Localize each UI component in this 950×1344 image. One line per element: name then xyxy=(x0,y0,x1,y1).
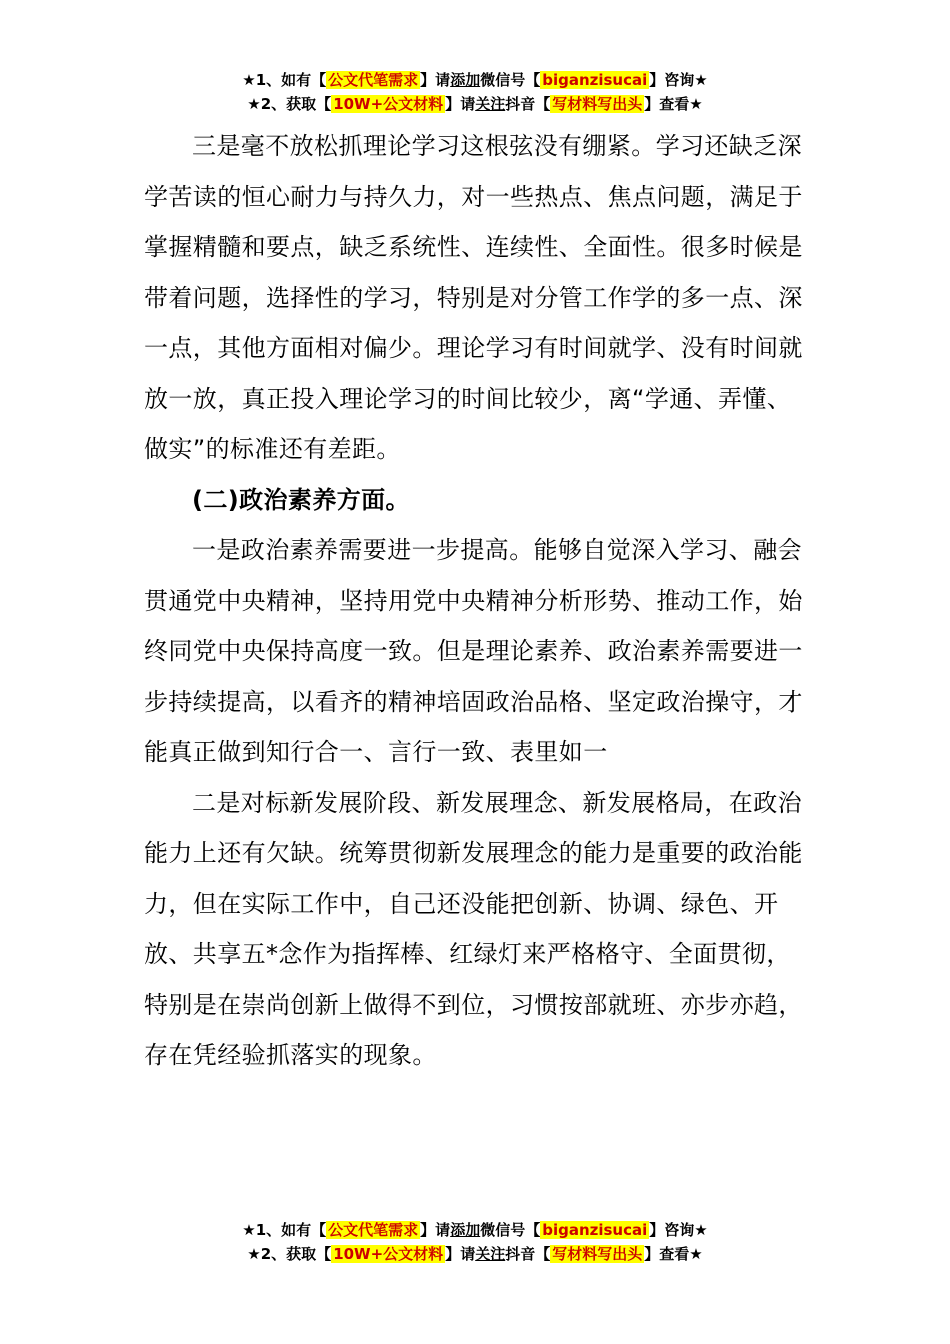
banner-underline: 添加 xyxy=(450,71,481,89)
banner-text: 抖音【 xyxy=(505,95,551,113)
banner-text: ★1、如有【 xyxy=(242,71,327,89)
banner-line-2 xyxy=(0,1242,950,1266)
document-body xyxy=(144,121,806,1081)
banner-text: 】请 xyxy=(445,95,476,113)
footer-banner xyxy=(0,1218,950,1266)
banner-highlight: 写材料写出头 xyxy=(552,95,643,113)
banner-highlight: 公文代笔需求 xyxy=(328,1221,419,1239)
banner-text: ★2、获取【 xyxy=(247,1245,332,1263)
banner-line-1 xyxy=(0,68,950,92)
section-heading: (二)政治素养方面。 xyxy=(192,485,410,514)
header-banner xyxy=(0,68,950,116)
banner-text: 】请 xyxy=(420,1221,451,1239)
paragraph: 三是毫不放松抓理论学习这根弦没有绷紧。学习还缺乏深学苦读的恒心耐力与持久力，对一些热点、焦点问题，满足于掌握精髓和要点，缺乏系统性、连续性、全面性。很多时候是带着问题，选择性的学习，特别是对分管工作学的多一点、深一点，其他方面相对偏少。理论学习有时间就学、没有时间就放一放，真正投入理论学习的时间比较少，离“学通、弄懂、做实”的标准还有差距。 xyxy=(144,132,803,463)
banner-line-1 xyxy=(0,1218,950,1242)
banner-underline: 添加 xyxy=(450,1221,481,1239)
banner-text: ★1、如有【 xyxy=(242,1221,327,1239)
banner-text: 】查看★ xyxy=(644,95,703,113)
banner-highlight: 公文代笔需求 xyxy=(328,71,419,89)
banner-text: 微信号【 xyxy=(480,71,541,89)
paragraph: 二是对标新发展阶段、新发展理念、新发展格局，在政治能力上还有欠缺。统筹贯彻新发展理念的能力是重要的政治能力，但在实际工作中，自己还没能把创新、协调、绿色、开放、共享五*念作为指挥棒、红绿灯来严格格守、全面贯彻，特别是在崇尚创新上做得不到位，习惯按部就班、亦步亦趋，存在凭经验抓落实的现象。 xyxy=(144,788,803,1069)
banner-text: 】请 xyxy=(445,1245,476,1263)
banner-highlight: 10W+公文材料 xyxy=(333,95,444,113)
banner-highlight: biganzisucai xyxy=(542,71,648,89)
banner-text: 】咨询★ xyxy=(649,71,708,89)
banner-text: 抖音【 xyxy=(505,1245,551,1263)
banner-highlight: biganzisucai xyxy=(542,1221,648,1239)
banner-text: ★2、获取【 xyxy=(247,95,332,113)
banner-highlight: 写材料写出头 xyxy=(552,1245,643,1263)
paragraph: 一是政治素养需要进一步提高。能够自觉深入学习、融会贯通党中央精神，坚持用党中央精神分析形势、推动工作，始终同党中央保持高度一致。但是理论素养、政治素养需要进一步持续提高，以看齐的精神培固政治品格、坚定政治操守，才能真正做到知行合一、言行一致、表里如一 xyxy=(144,536,803,766)
banner-underline: 关注 xyxy=(475,1245,506,1263)
banner-text: 】查看★ xyxy=(644,1245,703,1263)
banner-highlight: 10W+公文材料 xyxy=(333,1245,444,1263)
banner-text: 】请 xyxy=(420,71,451,89)
banner-text: 】咨询★ xyxy=(649,1221,708,1239)
banner-line-2 xyxy=(0,92,950,116)
banner-underline: 关注 xyxy=(475,95,506,113)
banner-text: 微信号【 xyxy=(480,1221,541,1239)
